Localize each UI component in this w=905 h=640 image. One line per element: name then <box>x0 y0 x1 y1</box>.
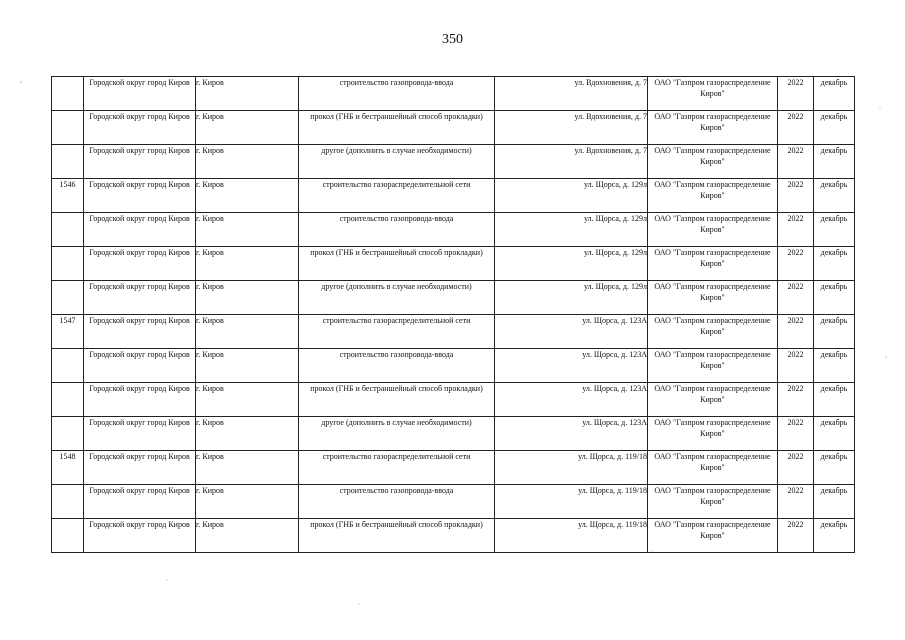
organization-cell: ОАО "Газпром газораспределение Киров" <box>648 213 778 247</box>
organization-cell: ОАО "Газпром газораспределение Киров" <box>648 349 778 383</box>
organization-cell: ОАО "Газпром газораспределение Киров" <box>648 145 778 179</box>
table-row <box>52 111 855 145</box>
year-cell: 2022 <box>778 213 814 247</box>
month-cell: декабрь <box>814 77 855 111</box>
address-cell: ул. Щорса, д. 119/18 <box>495 519 648 553</box>
locality-cell: г. Киров <box>196 247 299 281</box>
organization-cell: ОАО "Газпром газораспределение Киров" <box>648 519 778 553</box>
municipality-cell: Городской округ город Киров <box>84 145 196 179</box>
organization-cell: ОАО "Газпром газораспределение Киров" <box>648 417 778 451</box>
locality-cell: г. Киров <box>196 485 299 519</box>
table-row <box>52 315 855 349</box>
municipality-cell: Городской округ город Киров <box>84 519 196 553</box>
row-number-cell <box>52 349 84 383</box>
organization-cell: ОАО "Газпром газораспределение Киров" <box>648 485 778 519</box>
municipality-cell: Городской округ город Киров <box>84 179 196 213</box>
municipality-cell: Городской округ город Киров <box>84 111 196 145</box>
organization-cell: ОАО "Газпром газораспределение Киров" <box>648 281 778 315</box>
table-row <box>52 349 855 383</box>
address-cell: ул. Щорса, д. 123А <box>495 315 648 349</box>
work-type-cell: строительство газораспределительной сети <box>299 179 495 213</box>
table-row <box>52 519 855 553</box>
work-type-cell: строительство газопровода-ввода <box>299 485 495 519</box>
locality-cell: г. Киров <box>196 383 299 417</box>
address-cell: ул. Щорса, д. 129л <box>495 281 648 315</box>
month-cell: декабрь <box>814 349 855 383</box>
year-cell: 2022 <box>778 451 814 485</box>
month-cell: декабрь <box>814 315 855 349</box>
month-cell: декабрь <box>814 519 855 553</box>
row-number-cell <box>52 281 84 315</box>
address-cell: ул. Вдохновения, д. 7 <box>495 77 648 111</box>
work-type-cell: прокол (ГНБ и бестраншейный способ прокладки) <box>299 247 495 281</box>
locality-cell: г. Киров <box>196 519 299 553</box>
organization-cell: ОАО "Газпром газораспределение Киров" <box>648 179 778 213</box>
year-cell: 2022 <box>778 519 814 553</box>
row-number-cell <box>52 145 84 179</box>
registry-table <box>51 76 855 553</box>
locality-cell: г. Киров <box>196 111 299 145</box>
row-number-cell <box>52 417 84 451</box>
address-cell: ул. Вдохновения, д. 7 <box>495 145 648 179</box>
year-cell: 2022 <box>778 315 814 349</box>
municipality-cell: Городской округ город Киров <box>84 417 196 451</box>
month-cell: декабрь <box>814 383 855 417</box>
municipality-cell: Городской округ город Киров <box>84 281 196 315</box>
address-cell: ул. Щорса, д. 119/18 <box>495 451 648 485</box>
table-row <box>52 451 855 485</box>
year-cell: 2022 <box>778 281 814 315</box>
organization-cell: ОАО "Газпром газораспределение Киров" <box>648 247 778 281</box>
work-type-cell: прокол (ГНБ и бестраншейный способ прокладки) <box>299 111 495 145</box>
work-type-cell: прокол (ГНБ и бестраншейный способ прокладки) <box>299 383 495 417</box>
organization-cell: ОАО "Газпром газораспределение Киров" <box>648 451 778 485</box>
locality-cell: г. Киров <box>196 213 299 247</box>
month-cell: декабрь <box>814 179 855 213</box>
table-row <box>52 383 855 417</box>
work-type-cell: другое (дополнить в случае необходимости) <box>299 281 495 315</box>
year-cell: 2022 <box>778 417 814 451</box>
table-row <box>52 145 855 179</box>
locality-cell: г. Киров <box>196 451 299 485</box>
address-cell: ул. Щорса, д. 119/18 <box>495 485 648 519</box>
organization-cell: ОАО "Газпром газораспределение Киров" <box>648 383 778 417</box>
address-cell: ул. Щорса, д. 129л <box>495 247 648 281</box>
locality-cell: г. Киров <box>196 315 299 349</box>
table-row <box>52 281 855 315</box>
work-type-cell: прокол (ГНБ и бестраншейный способ прокладки) <box>299 519 495 553</box>
table-row <box>52 485 855 519</box>
year-cell: 2022 <box>778 145 814 179</box>
locality-cell: г. Киров <box>196 179 299 213</box>
municipality-cell: Городской округ город Киров <box>84 349 196 383</box>
table-row <box>52 247 855 281</box>
year-cell: 2022 <box>778 485 814 519</box>
address-cell: ул. Щорса, д. 123А <box>495 383 648 417</box>
organization-cell: ОАО "Газпром газораспределение Киров" <box>648 77 778 111</box>
work-type-cell: другое (дополнить в случае необходимости) <box>299 145 495 179</box>
address-cell: ул. Щорса, д. 123А <box>495 417 648 451</box>
row-number-cell: 1547 <box>52 315 84 349</box>
row-number-cell <box>52 247 84 281</box>
locality-cell: г. Киров <box>196 349 299 383</box>
municipality-cell: Городской округ город Киров <box>84 247 196 281</box>
work-type-cell: строительство газопровода-ввода <box>299 77 495 111</box>
month-cell: декабрь <box>814 111 855 145</box>
address-cell: ул. Вдохновения, д. 7 <box>495 111 648 145</box>
year-cell: 2022 <box>778 179 814 213</box>
table-row <box>52 417 855 451</box>
organization-cell: ОАО "Газпром газораспределение Киров" <box>648 111 778 145</box>
month-cell: декабрь <box>814 213 855 247</box>
municipality-cell: Городской округ город Киров <box>84 315 196 349</box>
year-cell: 2022 <box>778 383 814 417</box>
municipality-cell: Городской округ город Киров <box>84 451 196 485</box>
work-type-cell: строительство газопровода-ввода <box>299 349 495 383</box>
row-number-cell <box>52 383 84 417</box>
work-type-cell: другое (дополнить в случае необходимости) <box>299 417 495 451</box>
row-number-cell: 1546 <box>52 179 84 213</box>
month-cell: декабрь <box>814 145 855 179</box>
work-type-cell: строительство газораспределительной сети <box>299 315 495 349</box>
month-cell: декабрь <box>814 247 855 281</box>
locality-cell: г. Киров <box>196 77 299 111</box>
page-number: 350 <box>442 32 463 47</box>
month-cell: декабрь <box>814 281 855 315</box>
table-row <box>52 213 855 247</box>
municipality-cell: Городской округ город Киров <box>84 485 196 519</box>
month-cell: декабрь <box>814 451 855 485</box>
locality-cell: г. Киров <box>196 417 299 451</box>
table-body <box>52 77 855 553</box>
locality-cell: г. Киров <box>196 281 299 315</box>
organization-cell: ОАО "Газпром газораспределение Киров" <box>648 315 778 349</box>
address-cell: ул. Щорса, д. 123А <box>495 349 648 383</box>
year-cell: 2022 <box>778 77 814 111</box>
year-cell: 2022 <box>778 349 814 383</box>
row-number-cell <box>52 111 84 145</box>
year-cell: 2022 <box>778 111 814 145</box>
row-number-cell: 1548 <box>52 451 84 485</box>
row-number-cell <box>52 485 84 519</box>
municipality-cell: Городской округ город Киров <box>84 213 196 247</box>
address-cell: ул. Щорса, д. 129л <box>495 213 648 247</box>
address-cell: ул. Щорса, д. 129л <box>495 179 648 213</box>
work-type-cell: строительство газопровода-ввода <box>299 213 495 247</box>
month-cell: декабрь <box>814 417 855 451</box>
row-number-cell <box>52 519 84 553</box>
table-row <box>52 179 855 213</box>
locality-cell: г. Киров <box>196 145 299 179</box>
month-cell: декабрь <box>814 485 855 519</box>
municipality-cell: Городской округ город Киров <box>84 77 196 111</box>
table-row <box>52 77 855 111</box>
work-type-cell: строительство газораспределительной сети <box>299 451 495 485</box>
year-cell: 2022 <box>778 247 814 281</box>
row-number-cell <box>52 213 84 247</box>
municipality-cell: Городской округ город Киров <box>84 383 196 417</box>
row-number-cell <box>52 77 84 111</box>
